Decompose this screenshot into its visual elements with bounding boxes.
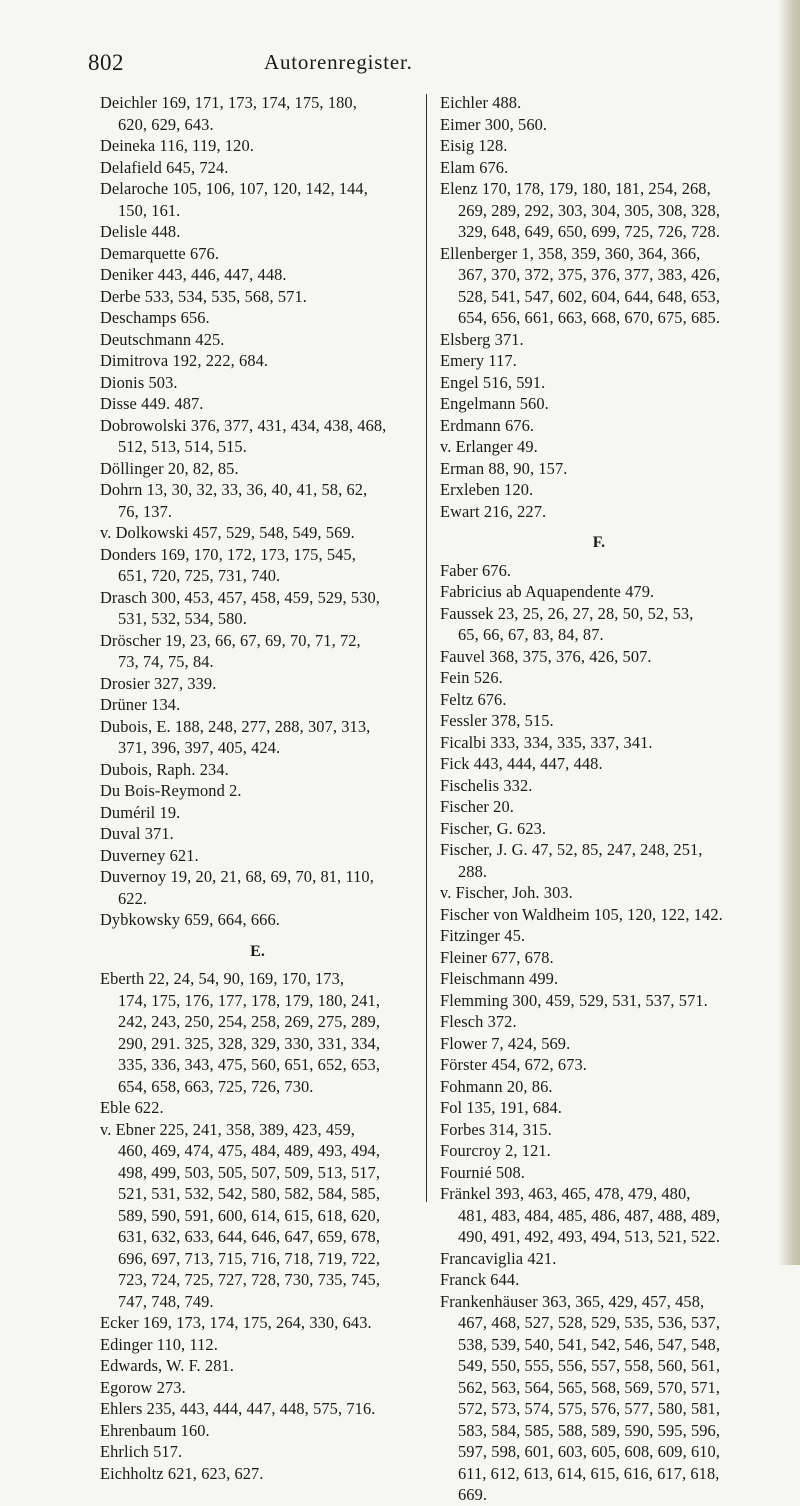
index-entry: [440, 990, 758, 1012]
entry-continuation-line: 611, 612, 613, 614, 615, 616, 617, 618,: [458, 1463, 720, 1483]
index-entry: [440, 1097, 758, 1119]
entry-continuation-line: 335, 336, 343, 475, 560, 651, 652, 653,: [118, 1055, 381, 1074]
entry-continuation-line: 150, 161.: [118, 200, 181, 220]
index-entry: [100, 286, 415, 308]
entry-continuation-line: 597, 598, 601, 603, 605, 608, 609, 610,: [458, 1442, 721, 1461]
index-entry: [440, 92, 758, 114]
entry-continuation-line: 490, 491, 492, 493, 494, 513, 521, 522.: [458, 1227, 721, 1246]
index-entry: [440, 501, 758, 523]
entry-line: Flemming 300, 459, 529, 531, 537, 571.: [440, 990, 708, 1010]
entry-line: Eichholtz 621, 623, 627.: [100, 1463, 264, 1483]
index-entry: [440, 947, 758, 969]
index-entry: [440, 667, 758, 689]
index-entry: [440, 1183, 758, 1248]
index-entry: [100, 157, 415, 179]
entry-continuation-line: 747, 748, 749.: [118, 1291, 214, 1311]
entry-line: Delafield 645, 724.: [100, 157, 229, 177]
index-entry: [100, 329, 415, 351]
entry-continuation-line: 620, 629, 643.: [118, 114, 214, 134]
index-entry: [440, 436, 758, 458]
entry-line: v. Fischer, Joh. 303.: [440, 883, 573, 902]
index-entry: [100, 522, 415, 544]
index-entry: [100, 479, 415, 522]
index-entry: [100, 802, 415, 824]
index-entry: [440, 1076, 758, 1098]
entry-line: Engelmann 560.: [440, 394, 549, 413]
entry-line: Engel 516, 591.: [440, 372, 546, 392]
section-letter: E.: [250, 942, 265, 960]
entry-line: Fischer, G. 623.: [440, 818, 547, 838]
entry-line: Fränkel 393, 463, 465, 478, 479, 480,: [440, 1184, 691, 1203]
index-entry: [440, 1248, 758, 1270]
entry-line: Ecker 169, 173, 174, 175, 264, 330, 643.: [100, 1313, 372, 1332]
index-entry: [100, 393, 415, 415]
section-letter: F.: [592, 534, 606, 551]
entry-line: Egorow 273.: [100, 1377, 186, 1397]
entry-line: Feltz 676.: [440, 689, 507, 709]
index-entry: [100, 759, 415, 781]
index-entry: [100, 221, 415, 243]
entry-line: Deutschmann 425.: [100, 329, 225, 349]
index-entry: [100, 1334, 415, 1356]
entry-line: v. Ebner 225, 241, 358, 389, 423, 459,: [100, 1119, 355, 1139]
index-entry: [100, 866, 415, 909]
entry-line: Flower 7, 424, 569.: [440, 1033, 571, 1053]
index-entry: [440, 646, 758, 668]
index-entry: [100, 587, 415, 630]
entry-continuation-line: 572, 573, 574, 575, 576, 577, 580, 581,: [458, 1399, 721, 1418]
entry-line: Fein 526.: [440, 668, 503, 687]
entry-line: Fischer 20.: [440, 797, 514, 816]
index-entry: [440, 1269, 758, 1291]
index-entry: [100, 780, 415, 802]
entry-line: Delaroche 105, 106, 107, 120, 142, 144,: [100, 179, 368, 198]
entry-line: Deineka 116, 119, 120.: [100, 136, 254, 155]
index-entry: [100, 544, 415, 587]
entry-line: Dubois, E. 188, 248, 277, 288, 307, 313,: [100, 716, 371, 736]
index-entry: [100, 630, 415, 673]
index-entry: [440, 689, 758, 711]
index-entry: [100, 178, 415, 221]
entry-line: Dohrn 13, 30, 32, 33, 36, 40, 41, 58, 62,: [100, 480, 368, 499]
index-entry: [440, 329, 758, 351]
entry-continuation-line: 371, 396, 397, 405, 424.: [118, 738, 281, 757]
entry-continuation-line: 589, 590, 591, 600, 614, 615, 618, 620,: [118, 1205, 381, 1225]
index-entry: [100, 909, 415, 931]
entry-continuation-line: 521, 531, 532, 542, 580, 582, 584, 585,: [118, 1184, 381, 1203]
entry-continuation-line: 73, 74, 75, 84.: [118, 652, 214, 671]
index-entry: [440, 1162, 758, 1184]
entry-continuation-line: 723, 724, 725, 727, 728, 730, 735, 745,: [118, 1270, 381, 1289]
entry-line: Duméril 19.: [100, 802, 181, 822]
index-entry: [440, 753, 758, 775]
entry-line: Fleischmann 499.: [440, 969, 559, 988]
entry-line: Dionis 503.: [100, 372, 178, 392]
index-entry: [440, 710, 758, 732]
entry-line: Derbe 533, 534, 535, 568, 571.: [100, 286, 307, 306]
entry-line: Eberth 22, 24, 54, 90, 169, 170, 173,: [100, 969, 345, 988]
index-entry: [440, 925, 758, 947]
entry-continuation-line: 512, 513, 514, 515.: [118, 437, 247, 456]
entry-continuation-line: 654, 656, 661, 663, 668, 670, 675, 685.: [458, 308, 721, 327]
index-entry: [100, 1463, 415, 1485]
entry-line: Elsberg 371.: [440, 329, 524, 349]
index-entry: [440, 560, 758, 582]
entry-line: Ewart 216, 227.: [440, 501, 547, 521]
entry-line: Dimitrova 192, 222, 684.: [100, 351, 269, 370]
entry-continuation-line: 654, 658, 663, 725, 726, 730.: [118, 1076, 314, 1096]
index-entry: [100, 845, 415, 867]
index-entry: [100, 716, 415, 759]
entry-line: Fabricius ab Aquapendente 479.: [440, 582, 655, 601]
entry-line: Deschamps 656.: [100, 308, 210, 327]
index-entry: [440, 904, 758, 926]
entry-line: Dröscher 19, 23, 66, 67, 69, 70, 71, 72,: [100, 630, 361, 650]
entry-line: Fischer, J. G. 47, 52, 85, 247, 248, 251,: [440, 840, 703, 859]
index-entry: [440, 1119, 758, 1141]
index-entry: [100, 1097, 415, 1119]
entry-line: Fourcroy 2, 121.: [440, 1141, 551, 1160]
entry-line: Elenz 170, 178, 179, 180, 181, 254, 268,: [440, 179, 711, 198]
index-entry: [100, 968, 415, 1097]
index-entry: [440, 1140, 758, 1162]
entry-line: Ehrlich 517.: [100, 1442, 183, 1461]
entry-continuation-line: 76, 137.: [118, 501, 173, 521]
entry-line: Fohmann 20, 86.: [440, 1076, 553, 1096]
entry-line: Ehrenbaum 160.: [100, 1420, 210, 1440]
index-entry: [440, 393, 758, 415]
index-entry: [100, 1420, 415, 1442]
entry-line: Franck 644.: [440, 1270, 520, 1289]
index-entry: [100, 415, 415, 458]
entry-continuation-line: 631, 632, 633, 644, 646, 647, 659, 678,: [118, 1227, 381, 1246]
index-entry: [440, 458, 758, 480]
entry-continuation-line: 290, 291. 325, 328, 329, 330, 331, 334,: [118, 1033, 381, 1053]
index-entry: [100, 1119, 415, 1313]
entry-line: Du Bois-Reymond 2.: [100, 781, 242, 800]
index-entry: [100, 673, 415, 695]
index-entry: [100, 1312, 415, 1334]
entry-continuation-line: 481, 483, 484, 485, 486, 487, 488, 489,: [458, 1205, 721, 1225]
entry-line: Duval 371.: [100, 824, 174, 843]
index-entry: [100, 92, 415, 135]
index-entry: [100, 264, 415, 286]
entry-continuation-line: 174, 175, 176, 177, 178, 179, 180, 241,: [118, 990, 381, 1010]
index-entry: [440, 135, 758, 157]
index-entry: [440, 178, 758, 243]
index-entry: [440, 1011, 758, 1033]
entry-line: Fitzinger 45.: [440, 926, 526, 945]
entry-continuation-line: 562, 563, 564, 565, 568, 569, 570, 571,: [458, 1377, 721, 1397]
index-entry: [440, 818, 758, 840]
entry-line: Forbes 314, 315.: [440, 1119, 552, 1139]
entry-line: Eble 622.: [100, 1098, 164, 1117]
entry-continuation-line: 329, 648, 649, 650, 699, 725, 726, 728.: [458, 222, 721, 241]
entry-line: Edwards, W. F. 281.: [100, 1356, 234, 1375]
entry-line: Döllinger 20, 82, 85.: [100, 458, 239, 478]
index-entry: [100, 1398, 415, 1420]
index-entry: [100, 694, 415, 716]
entry-line: Frankenhäuser 363, 365, 429, 457, 458,: [440, 1291, 705, 1311]
entry-continuation-line: 531, 532, 534, 580.: [118, 609, 247, 628]
entry-line: Emery 117.: [440, 351, 517, 370]
index-entry: [440, 114, 758, 136]
entry-line: Eisig 128.: [440, 136, 508, 155]
entry-line: Ficalbi 333, 334, 335, 337, 341.: [440, 732, 653, 752]
entry-continuation-line: 460, 469, 474, 475, 484, 489, 493, 494,: [118, 1141, 381, 1160]
index-entry: [100, 307, 415, 329]
entry-line: Edinger 110, 112.: [100, 1334, 218, 1354]
entry-continuation-line: 367, 370, 372, 375, 376, 377, 383, 426,: [458, 265, 721, 284]
entry-continuation-line: 696, 697, 713, 715, 716, 718, 719, 722,: [118, 1248, 381, 1268]
entry-line: v. Erlanger 49.: [440, 437, 538, 456]
entry-line: Fischelis 332.: [440, 775, 533, 795]
entry-line: Eimer 300, 560.: [440, 114, 548, 134]
entry-line: Deichler 169, 171, 173, 174, 175, 180,: [100, 93, 357, 112]
index-entry: [440, 157, 758, 179]
entry-line: Fick 443, 444, 447, 448.: [440, 754, 603, 773]
entry-line: Fauvel 368, 375, 376, 426, 507.: [440, 646, 652, 666]
index-entry: [440, 796, 758, 818]
entry-line: Fleiner 677, 678.: [440, 947, 554, 967]
page-header: [88, 50, 698, 80]
entry-line: Fischer von Waldheim 105, 120, 122, 142.: [440, 904, 723, 924]
entry-continuation-line: 622.: [118, 888, 148, 908]
entry-line: Fournié 508.: [440, 1162, 525, 1182]
entry-line: Dobrowolski 376, 377, 431, 434, 438, 468,: [100, 415, 387, 435]
entry-continuation-line: 528, 541, 547, 602, 604, 644, 648, 653,: [458, 286, 721, 306]
entry-line: Eichler 488.: [440, 93, 522, 112]
entry-line: Elam 676.: [440, 157, 509, 177]
entry-line: Ellenberger 1, 358, 359, 360, 364, 366,: [440, 243, 701, 263]
entry-line: Förster 454, 672, 673.: [440, 1055, 587, 1074]
right-column: [440, 92, 758, 1506]
entry-continuation-line: 242, 243, 250, 254, 258, 269, 275, 289,: [118, 1012, 381, 1031]
index-entry: [440, 372, 758, 394]
entry-continuation-line: 549, 550, 555, 556, 557, 558, 560, 561,: [458, 1356, 721, 1375]
entry-line: Deniker 443, 446, 447, 448.: [100, 265, 287, 284]
entry-line: Drasch 300, 453, 457, 458, 459, 529, 530,: [100, 587, 380, 607]
index-entry: [440, 603, 758, 646]
entry-line: Drosier 327, 339.: [100, 673, 217, 693]
entry-line: v. Dolkowski 457, 529, 548, 549, 569.: [100, 523, 355, 542]
index-entry: [100, 350, 415, 372]
index-entry: [100, 458, 415, 480]
entry-continuation-line: 538, 539, 540, 541, 542, 546, 547, 548,: [458, 1334, 721, 1354]
index-entry: [100, 372, 415, 394]
entry-continuation-line: 651, 720, 725, 731, 740.: [118, 566, 281, 585]
column-divider: [426, 94, 427, 1202]
index-entry: [100, 1441, 415, 1463]
entry-line: Fessler 378, 515.: [440, 711, 554, 730]
entry-continuation-line: 65, 66, 67, 83, 84, 87.: [458, 625, 604, 644]
entry-line: Erxleben 120.: [440, 480, 534, 499]
index-entry: [100, 823, 415, 845]
entry-continuation-line: 669.: [458, 1485, 488, 1504]
index-entry: [440, 243, 758, 329]
index-entry: [440, 479, 758, 501]
index-entry: [440, 775, 758, 797]
index-entry: [440, 581, 758, 603]
entry-line: Erman 88, 90, 157.: [440, 458, 568, 478]
entry-continuation-line: 583, 584, 585, 588, 589, 590, 595, 596,: [458, 1420, 721, 1440]
entry-line: Flesch 372.: [440, 1012, 517, 1031]
index-entry: [100, 1355, 415, 1377]
entry-line: Faber 676.: [440, 560, 512, 580]
entry-line: Erdmann 676.: [440, 415, 535, 435]
page-number: 802: [88, 50, 124, 75]
index-entry: [100, 135, 415, 157]
entry-continuation-line: 498, 499, 503, 505, 507, 509, 513, 517,: [118, 1162, 381, 1182]
index-entry: [440, 839, 758, 882]
entry-line: Duvernoy 19, 20, 21, 68, 69, 70, 81, 110,: [100, 867, 374, 886]
entry-line: Francaviglia 421.: [440, 1248, 557, 1268]
entry-line: Donders 169, 170, 172, 173, 175, 545,: [100, 544, 356, 564]
entry-line: Dybkowsky 659, 664, 666.: [100, 910, 280, 929]
entry-line: Drüner 134.: [100, 695, 181, 714]
page-edge-shadow: [778, 0, 800, 1265]
index-entry: [100, 243, 415, 265]
index-entry: [440, 350, 758, 372]
running-title: Autorenregister.: [264, 50, 413, 74]
left-column: [100, 92, 415, 1484]
index-entry: [100, 1377, 415, 1399]
entry-line: Delisle 448.: [100, 222, 181, 241]
index-entry: [440, 732, 758, 754]
index-entry: [440, 882, 758, 904]
entry-line: Disse 449. 487.: [100, 394, 204, 413]
entry-line: Fol 135, 191, 684.: [440, 1098, 563, 1117]
entry-line: Duverney 621.: [100, 845, 199, 865]
index-entry: [440, 1054, 758, 1076]
entry-line: Demarquette 676.: [100, 243, 220, 263]
entry-line: Ehlers 235, 443, 444, 447, 448, 575, 716.: [100, 1399, 376, 1418]
entry-line: Dubois, Raph. 234.: [100, 759, 229, 779]
index-entry: [440, 968, 758, 990]
entry-continuation-line: 288.: [458, 861, 488, 881]
index-entry: [440, 415, 758, 437]
index-entry: [440, 1033, 758, 1055]
entry-continuation-line: 269, 289, 292, 303, 304, 305, 308, 328,: [458, 200, 721, 220]
index-entry: [440, 1291, 758, 1506]
entry-line: Faussek 23, 25, 26, 27, 28, 50, 52, 53,: [440, 603, 694, 623]
entry-continuation-line: 467, 468, 527, 528, 529, 535, 536, 537,: [458, 1313, 721, 1332]
